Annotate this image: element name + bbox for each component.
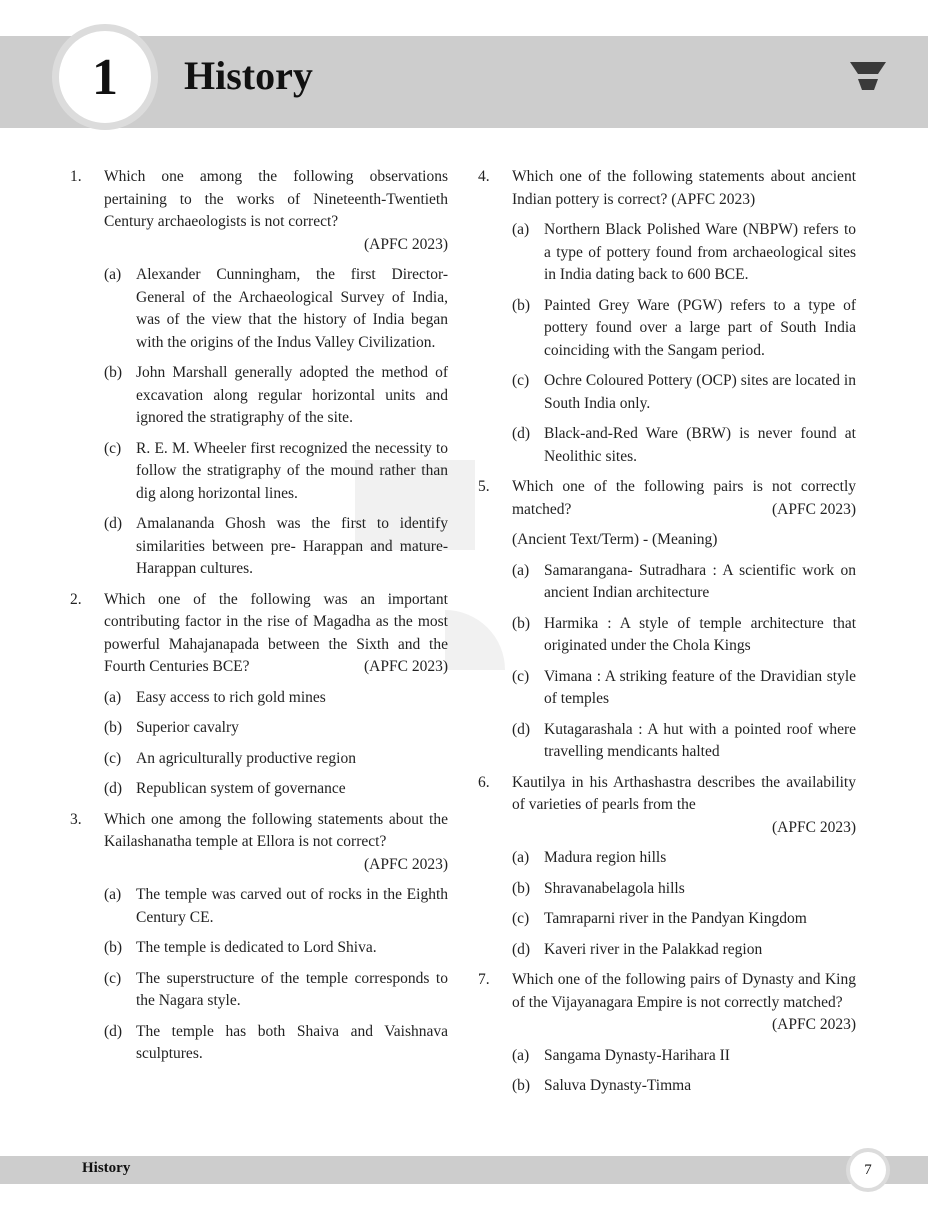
chapter-title: History (184, 53, 313, 98)
option-text: Sangama Dynasty-Harihara II (544, 1046, 730, 1064)
option-label: (a) (512, 221, 530, 238)
option-text: The superstructure of the temple corresponds to the Nagara style. (136, 969, 448, 1009)
chapter-number-badge: 1 (52, 24, 158, 130)
question-number: 6. (478, 773, 490, 791)
option-label: (b) (512, 879, 531, 897)
option (512, 423, 856, 468)
question-number: 4. (478, 168, 490, 185)
option-text: The temple is dedicated to Lord Shiva. (136, 939, 377, 956)
question-3 (70, 809, 448, 854)
question-5 (478, 476, 856, 521)
left-column (70, 166, 448, 1074)
question-1 (70, 166, 448, 234)
option (512, 719, 856, 764)
option (104, 717, 448, 740)
option (104, 937, 448, 960)
question-4 (478, 166, 856, 211)
question-number: 5. (478, 478, 490, 495)
option-label: (c) (104, 969, 122, 987)
option (104, 884, 448, 929)
option (512, 939, 856, 962)
option-text: Saluva Dynasty-Timma (544, 1077, 692, 1094)
question-source: (APFC 2023) (364, 658, 448, 675)
option-label: (d) (104, 515, 123, 532)
option-text: Northern Black Polished Ware (NBPW) refers to a type of pottery found from archaeological sites in India dating back to 600 BCE. (544, 221, 856, 283)
option-label: (c) (104, 749, 122, 767)
option-label: (c) (512, 667, 530, 685)
publisher-logo-icon (850, 62, 886, 92)
option-label: (d) (512, 940, 531, 958)
option-label: (c) (512, 910, 530, 927)
option-text: Ochre Coloured Pottery (OCP) sites are located in South India only. (544, 372, 856, 412)
page-number: 7 (846, 1148, 890, 1192)
option-label: (b) (512, 1077, 531, 1094)
option-label: (b) (512, 614, 531, 632)
question-text: Which one among the following statements about the Kailashanatha temple at Ellora is not correct? (104, 810, 448, 850)
option (512, 878, 856, 901)
footer-title: History (82, 1160, 131, 1176)
question-2 (70, 589, 448, 679)
option-text: The temple has both Shaiva and Vaishnava sculptures. (136, 1022, 448, 1062)
question-7 (478, 969, 856, 1037)
option-text: An agriculturally productive region (136, 749, 356, 767)
option (104, 968, 448, 1013)
question-6 (478, 772, 856, 817)
question-text: Which one among the following observations pertaining to the works of Nineteenth-Twentieth Century archaeologists is not correct? (104, 168, 448, 230)
option (512, 295, 856, 363)
option (104, 513, 448, 581)
question-source: (APFC 2023) (671, 190, 756, 208)
option-text: Republican system of governance (136, 780, 346, 797)
option-label: (d) (104, 1022, 123, 1040)
option-label: (b) (104, 364, 123, 381)
option (512, 1045, 856, 1068)
option-text: R. E. M. Wheeler first recognized the necessity to follow the stratigraphy of the mound rather than dig along horizontal lines. (136, 439, 448, 502)
option-text: Painted Grey Ware (PGW) refers to a type of pottery found over a large part of South India coinciding with the Sangam period. (544, 296, 856, 359)
option-text: Superior cavalry (136, 719, 239, 736)
option-label: (d) (512, 720, 531, 738)
option-label: (a) (104, 266, 122, 283)
option (512, 847, 856, 870)
option-text: Kaveri river in the Palakkad region (544, 940, 763, 958)
option-text: John Marshall generally adopted the method of excavation along regular horizontal units and ignored the stratigraphy of the site. (136, 364, 448, 426)
question-text: Which one of the following pairs of Dynasty and King of the Vijayanagara Empire is not correctly matched? (APFC 2023) (512, 969, 856, 1037)
option (512, 613, 856, 658)
question-number: 1. (70, 168, 82, 185)
option-label: (d) (512, 425, 531, 442)
option (512, 666, 856, 711)
option (104, 687, 448, 710)
question-source: (APFC 2023) (364, 235, 448, 253)
option-label: (a) (104, 688, 122, 706)
option (104, 778, 448, 801)
option-label: (c) (104, 439, 122, 457)
option (104, 438, 448, 506)
option (104, 748, 448, 771)
option (512, 370, 856, 415)
option (104, 362, 448, 430)
question-source: (APFC 2023) (772, 818, 856, 836)
option-label: (a) (512, 1046, 530, 1064)
option-text: Amalananda Ghosh was the first to identify similarities between pre- Harappan and mature-Harappan cultures. (136, 515, 448, 577)
option-text: The temple was carved out of rocks in the Eighth Century CE. (136, 886, 448, 926)
question-text: Kautilya in his Arthashastra describes the availability of varieties of pearls from the (512, 773, 856, 813)
option-label: (a) (104, 886, 122, 903)
question-source: (APFC 2023) (364, 855, 448, 873)
question-text: Which one of the following statements about ancient Indian pottery is correct? (APFC 2023) (512, 168, 856, 208)
option-text: Black-and-Red Ware (BRW) is never found at Neolithic sites. (544, 425, 856, 465)
option-label: (b) (104, 719, 123, 736)
question-number: 2. (70, 590, 82, 608)
option-label: (a) (512, 849, 530, 866)
option-text: Easy access to rich gold mines (136, 688, 326, 706)
option-text: Samarangana- Sutradhara : A scientific work on ancient Indian architecture (544, 561, 856, 601)
option-text: Harmika : A style of temple architecture that originated under the Chola Kings (544, 614, 856, 654)
option-label: (d) (104, 780, 123, 797)
option-label: (b) (104, 939, 123, 956)
option-label: (b) (512, 296, 531, 314)
matching-subheading: (Ancient Text/Term) - (Meaning) (512, 531, 718, 548)
option-text: Shravanabelagola hills (544, 879, 685, 897)
question-source: (APFC 2023) (772, 500, 856, 518)
question-source: (APFC 2023) (772, 1016, 856, 1033)
footer-band (0, 1156, 928, 1184)
option-label: (a) (512, 561, 530, 579)
option-text: Vimana : A striking feature of the Dravidian style of temples (544, 667, 856, 707)
option (512, 908, 856, 931)
question-number: 7. (478, 971, 490, 988)
option (104, 1021, 448, 1066)
option-text: Madura region hills (544, 849, 667, 866)
option-text: Alexander Cunningham, the first Director-General of the Archaeological Survey of India, was of the view that the history of India began with the origins of the Indus Valley Civilization. (136, 266, 448, 351)
option-label: (c) (512, 372, 530, 389)
option (104, 264, 448, 354)
question-text: Which one of the following was an important contributing factor in the rise of Magadha as the most powerful Mahajanapada between the Sixth and the Fourth Centuries BCE? (APFC 2023) (104, 589, 448, 679)
question-number: 3. (70, 810, 82, 828)
right-column (478, 166, 856, 1106)
option (512, 219, 856, 287)
option-text: Tamraparni river in the Pandyan Kingdom (544, 910, 807, 927)
option-text: Kutagarashala : A hut with a pointed roof where travelling mendicants halted (544, 720, 856, 760)
option (512, 560, 856, 605)
question-text: Which one of the following pairs is not correctly matched? (APFC 2023) (512, 476, 856, 521)
option (512, 1075, 856, 1098)
